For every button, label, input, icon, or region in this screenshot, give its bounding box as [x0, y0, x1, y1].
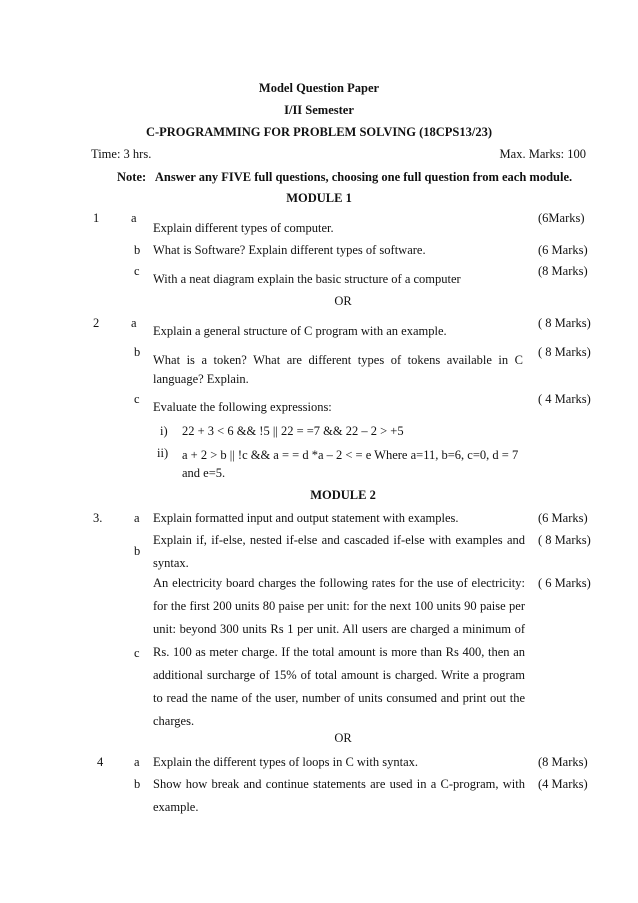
paper-title: Model Question Paper [258, 81, 380, 95]
marks-label: (6 Marks) [538, 511, 588, 525]
or-separator: OR [334, 294, 352, 308]
sub-part-label: ii) [157, 446, 169, 460]
sub-question-letter: b [134, 243, 141, 257]
semester-label: I/II Semester [284, 103, 354, 117]
sub-question-letter: c [134, 392, 140, 406]
sub-question-letter: a [134, 755, 140, 769]
marks-label: ( 8 Marks) [538, 316, 591, 330]
marks-label: ( 4 Marks) [538, 392, 591, 406]
sub-part-label: i) [160, 424, 168, 438]
sub-question-letter: c [134, 646, 140, 660]
sub-question-letter: a [131, 316, 137, 330]
marks-label: ( 6 Marks) [538, 576, 591, 590]
question-text: Show how break and continue statements are used in a C-program, with example. [153, 777, 525, 814]
question-text: What is a token? What are different types of tokens available in C language? Explain. [153, 353, 523, 386]
module-1-heading: MODULE 1 [286, 191, 352, 205]
sub-question-letter: c [134, 264, 140, 278]
question-text: Explain different types of computer. [153, 221, 334, 235]
or-separator: OR [334, 731, 352, 745]
marks-label: (8 Marks) [538, 755, 588, 769]
marks-label: (6 Marks) [538, 243, 588, 257]
question-text: Explain formatted input and output statement with examples. [153, 511, 459, 525]
marks-label: (8 Marks) [538, 264, 588, 278]
course-title: C-PROGRAMMING FOR PROBLEM SOLVING (18CPS13/23) [145, 125, 493, 139]
sub-question-letter: b [134, 345, 141, 359]
question-text: An electricity board charges the following rates for the use of electricity: for the first 200 units 80 paise per unit: for the next 100 units 90 paise per unit: beyond 300 units Rs 1 per unit. All users are charged a minimum of Rs. 100 as meter charge. If the total amount is more than Rs 400, then an additional surcharge of 15% of total amount is charged. Write a program to read the name of the user, number of units consumed and print out the charges. [153, 576, 525, 728]
time-label: Time: 3 hrs. [91, 147, 152, 161]
question-text: With a neat diagram explain the basic structure of a computer [153, 272, 461, 286]
expression-text: 22 + 3 < 6 && !5 || 22 = =7 && 22 – 2 > +5 [182, 424, 404, 438]
question-number: 1 [93, 211, 100, 225]
sub-question-letter: a [134, 511, 140, 525]
question-text: Explain a general structure of C program with an example. [153, 324, 447, 338]
marks-label: ( 8 Marks) [538, 345, 591, 359]
max-marks-label: Max. Marks: 100 [499, 147, 586, 161]
sub-question-letter: a [131, 211, 137, 225]
marks-label: ( 8 Marks) [538, 533, 591, 547]
question-text: What is Software? Explain different types of software. [153, 243, 426, 257]
sub-question-letter: b [134, 544, 141, 558]
module-2-heading: MODULE 2 [310, 488, 376, 502]
sub-question-letter: b [134, 777, 141, 791]
marks-label: (4 Marks) [538, 777, 588, 791]
question-text: Explain the different types of loops in C with syntax. [153, 755, 419, 769]
instructions-note: Note: Answer any FIVE full questions, choosing one full question from each module. [117, 170, 573, 184]
question-number: 2 [93, 316, 100, 330]
question-number: 4 [97, 755, 104, 769]
marks-label: (6Marks) [538, 211, 585, 225]
question-text: Explain if, if-else, nested if-else and cascaded if-else with examples and syntax. [153, 533, 525, 570]
question-number: 3. [93, 511, 103, 525]
question-text: Evaluate the following expressions: [153, 400, 332, 414]
expression-text: a + 2 > b || !c && a = = d *a – 2 < = e Where a=11, b=6, c=0, d = 7 and e=5. [182, 448, 519, 480]
